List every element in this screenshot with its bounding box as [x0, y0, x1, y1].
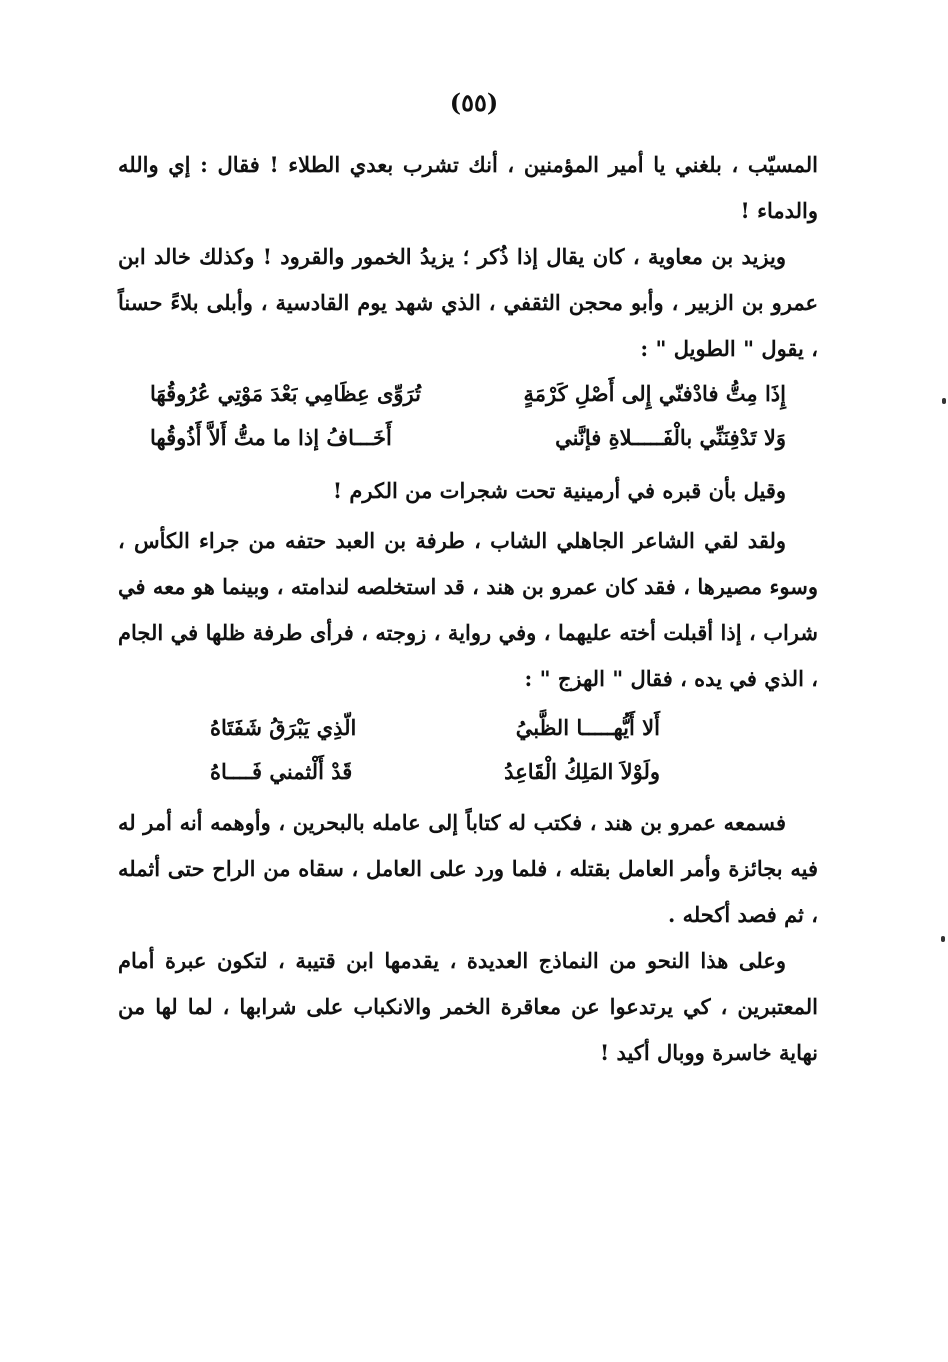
paragraph-4: ولقد لقي الشاعر الجاهلي الشاب ، طرفة بن العبد حتفه من جراء الكأس ، وسوء مصيرها ، فقد كان عمرو بن هند ، قد استخلصه لندامته ، وبينما هو معه في شراب ، إذا أقبلت أخته عليهما ، وفي رواية ، زوجته ، فرأى طرفة ظلها في الجام ، الذي في يده ، فقال " الهزج " : — [118, 528, 818, 691]
verse-tawil — [150, 372, 786, 460]
verse-hazaj — [210, 706, 660, 794]
verse-line — [150, 416, 786, 460]
paragraph-2: ويزيد بن معاوية ، كان يقال إذا ذُكر ؛ يزيدُ الخمور والقرود ! وكذلك خالد ابن عمرو بن الزبير ، وأبو محجن الثقفي ، الذي شهد يوم القادسية ، وأبلى بلاءً حسناً ، يقول " الطويل " : — [118, 244, 818, 361]
scan-speck — [942, 398, 946, 404]
verse-hemistich-first: إِذَا مِتُّ فادْفنّي إِلى أَصْلِ كَرْمَةٍ — [523, 381, 786, 406]
verse-hemistich-second: تُرَوِّى عِظَامِي بَعْدَ مَوْتِي عُرُوقُهَا — [150, 381, 421, 406]
verse-hemistich-second: الّذِي يَبْرَقُ شَفَتَاهُ — [210, 715, 357, 740]
verse-line — [150, 372, 786, 416]
scan-speck — [941, 936, 945, 942]
page-number: (٥٥) — [449, 88, 499, 117]
paragraph-5: فسمعه عمرو بن هند ، فكتب له كتاباً إلى عامله بالبحرين ، وأوهمه أنه أمر له فيه بجائزة وأمر العامل بقتله ، فلما ورد على العامل ، سقاه من الراح حتى أثمله ، ثم فصد أكحله . — [118, 810, 818, 927]
verse-hemistich-second: أَخَـــافُ إذا ما متُّ أَلاَّ أَذُوقُها — [150, 425, 392, 450]
verse-line — [210, 750, 660, 794]
paragraph-3: وقيل بأن قبره في أرمينية تحت شجرات من الكرم ! — [332, 478, 786, 503]
verse-hemistich-first: وَلا تَدْفِنَنِّي بالْفَـــــلاةِ فإنَّني — [555, 425, 786, 450]
verse-line — [210, 706, 660, 750]
paragraph-6: وعلى هذا النحو من النماذج العديدة ، يقدمها ابن قتيبة ، لتكون عبرة أمام المعتبرين ، كي يرتدعوا عن معاقرة الخمر والانكباب على شرابها ، لما لها من نهاية خاسرة ووبال أكيد ! — [118, 948, 818, 1065]
verse-hemistich-second: قَدْ أَلْثمني فَــــاهُ — [210, 759, 353, 784]
verse-hemistich-first: أَلا أَيُّهـــــا الظَّبيُ — [515, 715, 660, 740]
verse-hemistich-first: ولَوْلاَ المَلِكُ الْقَاعِدُ — [504, 759, 660, 784]
paragraph-1: المسيّب ، بلغني يا أمير المؤمنين ، أنك تشرب بعدي الطلاء ! فقال : إي والله والدماء ! — [118, 152, 818, 223]
